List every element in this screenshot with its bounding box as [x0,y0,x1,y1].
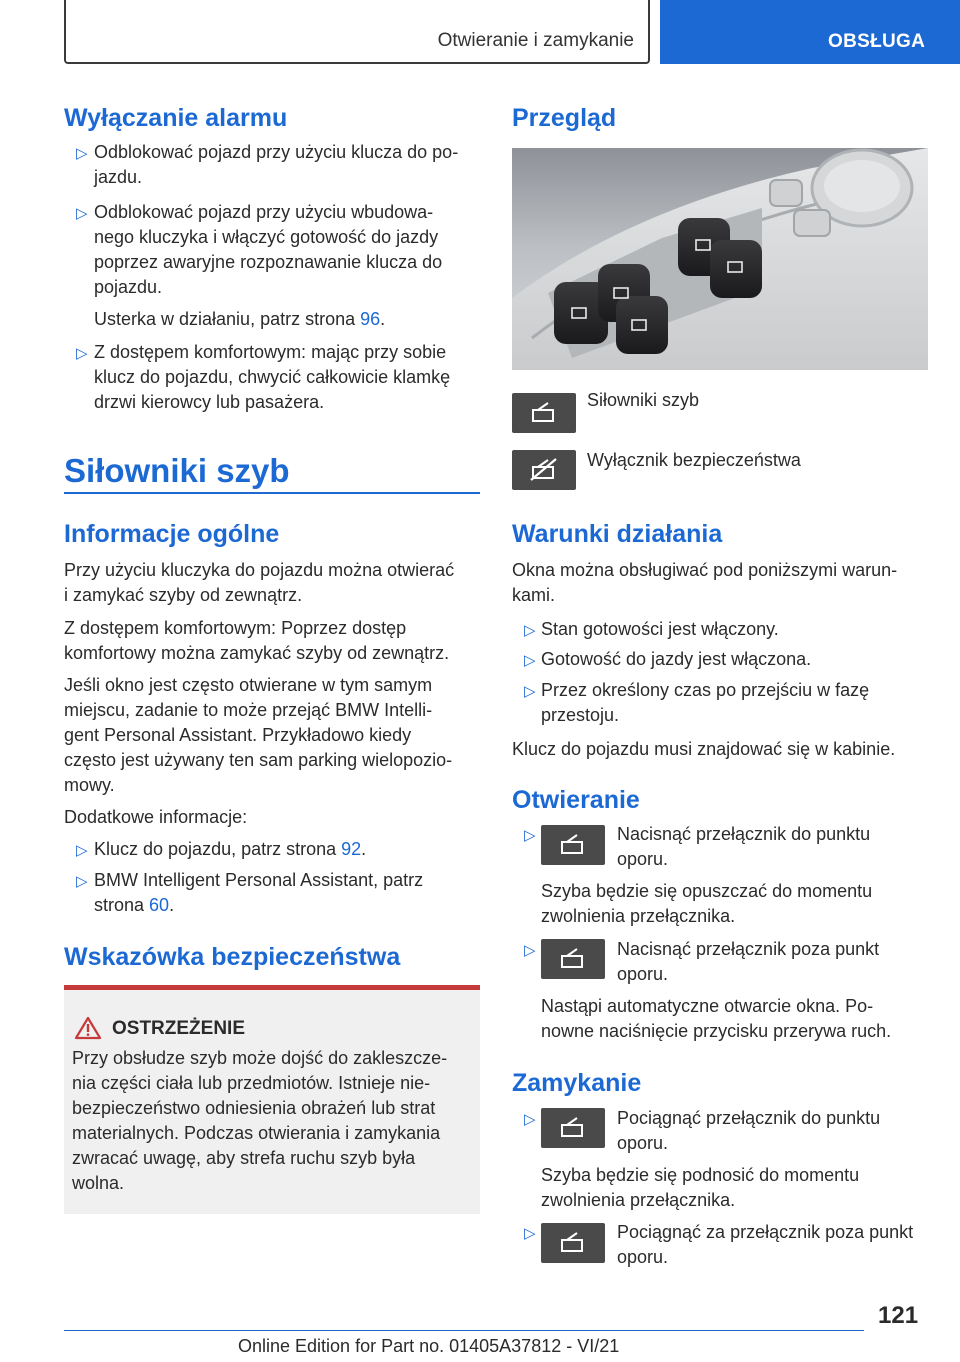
ref-assistant: BMW Intelligent Personal Assistant, patrz strona 60. [94,870,424,915]
safety-switch-icon [512,450,576,490]
window-switch-icon [512,393,576,433]
footer-rule [64,1330,864,1331]
safety-heading: Wskazówka bezpieczeństwa [64,943,401,971]
warning-triangle-icon [74,1016,102,1040]
alarm-item-1: Odblokować pojazd przy użyciu klucza do po- jazdu. [94,142,459,187]
bullet-triangle-icon: ▷ [76,145,88,162]
warning-title: OSTRZEŻENIE [112,1018,246,1039]
legend-window-switch: Siłowniki szyb [587,390,700,410]
page-link-60[interactable]: 60 [149,895,170,915]
header-section-tab [660,0,960,64]
door-panel-photo [512,148,928,370]
header-chapter-box [64,0,650,64]
bullet-triangle-icon: ▷ [524,1225,536,1242]
bullet-triangle-icon: ▷ [76,345,88,362]
closing-step-2: Pociągnąć za przełącznik poza punkt oporu. [617,1222,914,1267]
general-heading: Informacje ogólne [64,520,280,548]
alarm-heading: Wyłączanie alarmu [64,104,288,132]
opening-step-2-result: Nastąpi automatyczne otwarcie okna. Po- nowne naciśnięcie przycisku przerywa ruch. [541,996,892,1041]
bullet-triangle-icon: ▷ [524,652,536,669]
bullet-triangle-icon: ▷ [76,842,88,859]
windows-title: Siłowniki szyb [64,452,290,489]
opening-step-1: Nacisnąć przełącznik do punktu oporu. [617,824,871,869]
conditions-heading: Warunki działania [512,520,723,548]
general-paragraph-2: Z dostępem komfortowym: Poprzez dostęp komfortowy można zamykać szyby od zewnątrz. [64,618,450,663]
window-switch-icon [541,1108,605,1148]
opening-step-2: Nacisnąć przełącznik poza punkt oporu. [617,939,880,984]
closing-step-1-result: Szyba będzie się podnosić do momentu zwolnienia przełącznika. [541,1165,860,1210]
page-link-96[interactable]: 96 [360,309,381,329]
overview-heading: Przegląd [512,104,617,132]
conditions-intro: Okna można obsługiwać pod poniższymi warun- kami. [512,560,898,605]
conditions-outro: Klucz do pojazdu musi znajdować się w kabinie. [512,739,896,759]
legend-safety-switch: Wyłącznik bezpieczeństwa [587,450,801,470]
window-switch-icon [541,939,605,979]
alarm-note: Usterka w działaniu, patrz strona 96. [94,309,386,329]
opening-heading: Otwieranie [512,786,640,814]
warning-box [64,985,480,1214]
page-number: 121 [878,1302,919,1329]
page-link-92[interactable]: 92 [341,839,362,859]
bullet-triangle-icon: ▷ [76,873,88,890]
condition-item-1: Stan gotowości jest włączony. [541,619,779,639]
alarm-item-3: Z dostępem komfortowym: mając przy sobie klucz do pojazdu, chwycić całkowicie klamkę drzwi kierowcy lub pasażera. [94,342,451,412]
title-rule [64,492,480,494]
chapter-title: Otwieranie i zamykanie [437,30,634,51]
bullet-triangle-icon: ▷ [524,827,536,844]
bullet-triangle-icon: ▷ [524,622,536,639]
bullet-triangle-icon: ▷ [76,205,88,222]
general-paragraph-3: Jeśli okno jest często otwierane w tym samym miejscu, zadanie to może przejąć BMW Intelli- gent Personal Assistant. Przykładowo kiedy często jest używany ten sam parking wielopozio- mowy. [64,675,453,795]
closing-heading: Zamykanie [512,1069,642,1097]
opening-step-1-result: Szyba będzie się opuszczać do momentu zwolnienia przełącznika. [541,881,873,926]
bullet-triangle-icon: ▷ [524,1111,536,1128]
general-paragraph-1: Przy użyciu kluczyka do pojazdu można otwierać i zamykać szyby od zewnątrz. [64,560,455,605]
alarm-item-2: Odblokować pojazd przy użyciu wbudowa- nego kluczyka i włączyć gotowość do jazdy poprzez awaryjne rozpoznawanie klucza do pojazdu. [94,202,443,297]
window-switch-icon [541,825,605,865]
bullet-triangle-icon: ▷ [524,942,536,959]
window-switch-panel-illustration [512,148,928,370]
extra-info-label: Dodatkowe informacje: [64,807,248,827]
window-switch-icon [541,1223,605,1263]
condition-item-3: Przez określony czas po przejściu w fazę przestoju. [541,680,870,725]
ref-key: Klucz do pojazdu, patrz strona 92. [94,839,367,859]
warning-text: Przy obsłudze szyb może dojść do zakleszcze- nia części ciała lub przedmiotów. Istnieje nie- bezpieczeństwo odniesienia obrażeń lub strat materialnych. Podczas otwierania i zamykania zwracać uwagę, aby strefa ruchu szyb była wolna. [72,1048,448,1193]
bullet-triangle-icon: ▷ [524,683,536,700]
footer-edition: Online Edition for Part no. 01405A37812 - VI/21 [238,1336,620,1356]
section-title: OBSŁUGA [828,31,926,52]
closing-step-1: Pociągnąć przełącznik do punktu oporu. [617,1108,881,1153]
condition-item-2: Gotowość do jazdy jest włączona. [541,649,812,669]
